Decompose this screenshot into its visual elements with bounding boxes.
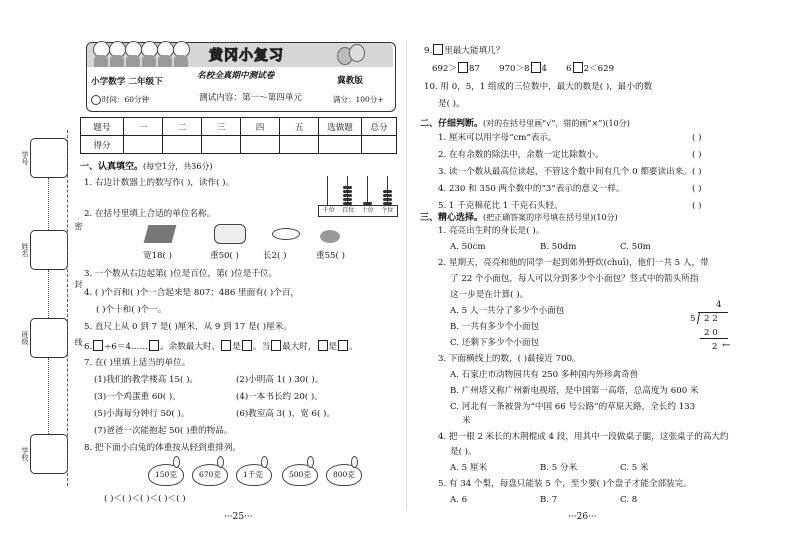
- section-2-title: 二、仔细判断。(对的在括号里画“√”，错的画“×”)(10分): [420, 119, 630, 129]
- answer-box[interactable]: [318, 340, 328, 351]
- judge-item: 3. 读一个数从最高位读起，不管这个数中间有几个 0 都要读出来。: [438, 167, 692, 177]
- book-image: [144, 225, 177, 243]
- rabbit-image: 800克: [326, 464, 362, 486]
- answer-box[interactable]: [531, 62, 541, 73]
- score-cell[interactable]: [280, 136, 319, 154]
- strip-dotted-line: [48, 358, 49, 434]
- q7-item: (2)小明高 1( ) 30( )。: [236, 375, 324, 385]
- choice-option: A. 6: [450, 495, 468, 505]
- answer-box[interactable]: [93, 340, 103, 351]
- answer-box[interactable]: [573, 62, 583, 73]
- exam-title: 名校全真期中测试卷: [197, 71, 275, 81]
- edition: 冀教版: [337, 76, 363, 86]
- score-header: 选做题: [319, 118, 362, 136]
- school-label: 学校: [21, 447, 29, 461]
- choice-option: A. 5 人一共分了多少个小面包: [450, 306, 565, 316]
- binding-strip: [14, 130, 83, 486]
- choice-option: B. 7: [540, 495, 558, 505]
- judge-item: 5. 1 千克棉花比 1 千克石头轻。: [438, 201, 563, 211]
- q7-item: (7)爸爸一次能抱起 50( )重的物品。: [94, 426, 233, 436]
- goat-image: [214, 224, 246, 244]
- choice-4-line1: 4. 把一根 2 米长的木荆棍成 4 段，用其中一段做桌子腿，这张桌子的高大约: [438, 432, 729, 442]
- q3: 3. 一个数从右边起第( )位是百位，第( )位是千位。: [84, 269, 278, 279]
- q8-order-line: ( )＜( )＜( )＜( )＜( ): [104, 494, 186, 504]
- q1: 1. 右边计数器上的数写作( )，读作( )。: [84, 178, 235, 188]
- q2-item: 重50( ): [210, 251, 239, 261]
- choice-option: B. 5 分米: [540, 463, 578, 473]
- name-box[interactable]: [30, 230, 68, 270]
- cut-mark-seal: 密: [74, 222, 83, 230]
- page-fold: [406, 40, 407, 510]
- choice-option: C. 50m: [620, 242, 651, 252]
- test-scope: 测试内容：第一～第四单元: [199, 93, 303, 103]
- score-row-label: 得分: [81, 136, 124, 154]
- score-header: 一: [124, 118, 163, 136]
- judge-blank[interactable]: ( ): [692, 201, 702, 211]
- abacus-place: 千位: [322, 207, 335, 214]
- choice-5: 5. 有 34 个梨，每盘只能装 5 个，至少要( )个盘子才能全部装完。: [438, 479, 692, 489]
- q7-item: (1)我们的教学楼高 15( )。: [94, 375, 199, 385]
- choice-4-line2: 是( )。: [450, 447, 477, 457]
- quotient: 4: [716, 300, 722, 310]
- judge-item: 1. 厘米可以用字母“cm”表示。: [438, 133, 557, 143]
- q7-item: (5)小海每分钟行 50( )。: [94, 409, 190, 419]
- choice-1: 1. 亮亮出生时的身长是( )。: [438, 226, 545, 236]
- answer-box[interactable]: [242, 340, 252, 351]
- choice-option: B. 一共有多少个小面包: [450, 322, 540, 332]
- score-cell[interactable]: [319, 136, 362, 154]
- q7-item: (6)教室高 3( )，宽 6( )。: [236, 409, 336, 419]
- page-number-right: ···26···: [568, 512, 597, 522]
- answer-box[interactable]: [458, 62, 468, 73]
- q10-line2: 是( )。: [438, 99, 465, 109]
- section-3-title: 三、精心选择。(把正确答案的序号填在括号里)(10分): [420, 213, 618, 223]
- product: 2 0: [704, 328, 718, 338]
- choice-2-line3: 这一步是在计算( )。: [450, 290, 529, 300]
- choice-option: A. 50cm: [450, 242, 486, 252]
- score-header: 题号: [81, 118, 124, 136]
- class-box[interactable]: [30, 318, 68, 358]
- remainder: 2: [712, 342, 718, 352]
- answer-box[interactable]: [271, 340, 281, 351]
- rabbit-image: 1千克: [236, 464, 272, 486]
- abacus-figure: [318, 176, 396, 216]
- strip-dotted-line: [48, 270, 49, 318]
- strip-dotted-line: [48, 178, 49, 230]
- choice-option: B. 广州塔又称广州新电视塔，是中国第一高塔，总高度为 600 米: [450, 386, 699, 396]
- answer-box[interactable]: [338, 340, 348, 351]
- school-box[interactable]: [30, 434, 68, 474]
- q9-items: 692＞ 87 970＞8 4 6 2＜629: [432, 64, 615, 74]
- q10-line1: 10. 用 0，5，1 组成的三位数中，最大的数是( )，最小的数: [424, 82, 653, 92]
- choice-option: C. 5 米: [620, 463, 649, 473]
- abacus-place: 百位: [342, 207, 355, 214]
- choice-2-line1: 2. 星期天，亮亮和他的同学一起到郊外野炊(chuī)，他们一共 5 人，带: [438, 258, 709, 268]
- q6: 6. ÷6＝4…… 。余数最大时， 是 。当 最大时， 是 。: [84, 342, 358, 352]
- full-score: 满分：100分+: [333, 95, 384, 104]
- page-number-left: ···25···: [224, 512, 253, 522]
- answer-box[interactable]: [221, 340, 231, 351]
- score-header: 总分: [362, 118, 397, 136]
- section-1-title: 一、认真填空。(每空1分，共36分): [80, 162, 213, 172]
- choice-option: B. 50dm: [540, 242, 577, 252]
- q7-item: (3)一个鸡蛋重 60( )。: [94, 392, 181, 402]
- score-header: 二: [163, 118, 202, 136]
- rabbit-image: 150克: [148, 464, 184, 486]
- student-id-label: 学号: [21, 151, 29, 165]
- time-limit: 时间：60分钟: [102, 95, 150, 104]
- score-cell[interactable]: [124, 136, 163, 154]
- rope-image: [272, 228, 300, 240]
- q2-item: 长2( ): [263, 251, 287, 261]
- dividend: 2 2: [704, 314, 718, 324]
- q2-item: 重55( ): [316, 251, 345, 261]
- balloon-icon: [349, 44, 365, 62]
- brand-logo: 黄冈小复习: [209, 48, 284, 64]
- choice-3: 3. 下面横线上的数，( )最接近 700。: [438, 354, 581, 364]
- score-cell[interactable]: [163, 136, 202, 154]
- subject: 小学数学 二年级下: [91, 77, 163, 87]
- choice-option: A. 石家庄市动物园共有 250 多种国内外珍禽奇兽: [450, 370, 639, 380]
- clock-icon: [91, 95, 101, 105]
- judge-blank[interactable]: ( ): [692, 150, 702, 160]
- score-header: 三: [202, 118, 241, 136]
- egg-image: [320, 230, 340, 243]
- judge-item: 4. 230 和 350 两个数中的“3”表示的意义一样。: [438, 184, 625, 194]
- arrow-icon: ←: [722, 340, 731, 351]
- q4-line1: 4. ( )个百和( )个一合起来是 807；486 里面有( )个百，: [84, 288, 300, 298]
- choice-option: A. 5 厘米: [450, 463, 488, 473]
- choice-option: C. 还剩下多少个小面包: [450, 338, 540, 348]
- q4-line2: ( )个十和( )个一。: [96, 305, 167, 315]
- choice-2-line2: 了 22 个小面包，每人可以分到多少个小面包？竖式中的箭头所指: [450, 274, 699, 284]
- score-header: 四: [241, 118, 280, 136]
- rabbit-image: 670克: [192, 464, 228, 486]
- answer-box[interactable]: [149, 340, 159, 351]
- q7-item: (4)一本书长约 20( )。: [236, 392, 323, 402]
- score-cell[interactable]: [241, 136, 280, 154]
- student-id-box[interactable]: [30, 138, 68, 178]
- q5: 5. 直尺上从 0 到 7 是( )厘米，从 9 到 17 是( )厘米。: [84, 322, 292, 332]
- banner: [87, 43, 393, 67]
- judge-blank[interactable]: ( ): [692, 184, 702, 194]
- divisor: 5: [690, 314, 696, 324]
- q8: 8. 把下面小白兔的体重按从轻到重排列。: [84, 443, 242, 453]
- score-cell[interactable]: [362, 136, 397, 154]
- choice-option-cont: 米: [462, 416, 471, 426]
- long-division: [688, 300, 734, 352]
- judge-item: 2. 在有余数的除法中，余数一定比除数小。: [438, 150, 604, 160]
- cut-mark-line: 线: [74, 338, 83, 346]
- q2: 2. 在括号里填上合适的单位名称。: [84, 209, 216, 219]
- rabbit-image: 500克: [282, 464, 318, 486]
- choice-option: C. 河北有一条被誉为“中国 66 号公路”的草原天路，全长约 133: [450, 402, 696, 412]
- q2-item: 宽18( ): [143, 251, 172, 261]
- cut-line: [67, 130, 68, 486]
- q7: 7. 在( )里填上适当的单位。: [84, 358, 191, 368]
- name-label: 姓名: [21, 243, 29, 257]
- score-cell[interactable]: [202, 136, 241, 154]
- judge-blank[interactable]: ( ): [692, 167, 702, 177]
- answer-box[interactable]: [433, 44, 443, 55]
- q9: 9. 里最大能填几？: [424, 46, 505, 56]
- abacus-place: 十位: [361, 207, 374, 214]
- cut-mark-closure: 封: [74, 280, 83, 288]
- choice-option: C. 8: [620, 495, 638, 505]
- class-label: 班级: [21, 331, 29, 345]
- abacus-place: 个位: [381, 207, 394, 214]
- score-header: 五: [280, 118, 319, 136]
- score-table: [80, 117, 397, 154]
- judge-blank[interactable]: ( ): [692, 133, 702, 143]
- exam-header: [86, 42, 396, 112]
